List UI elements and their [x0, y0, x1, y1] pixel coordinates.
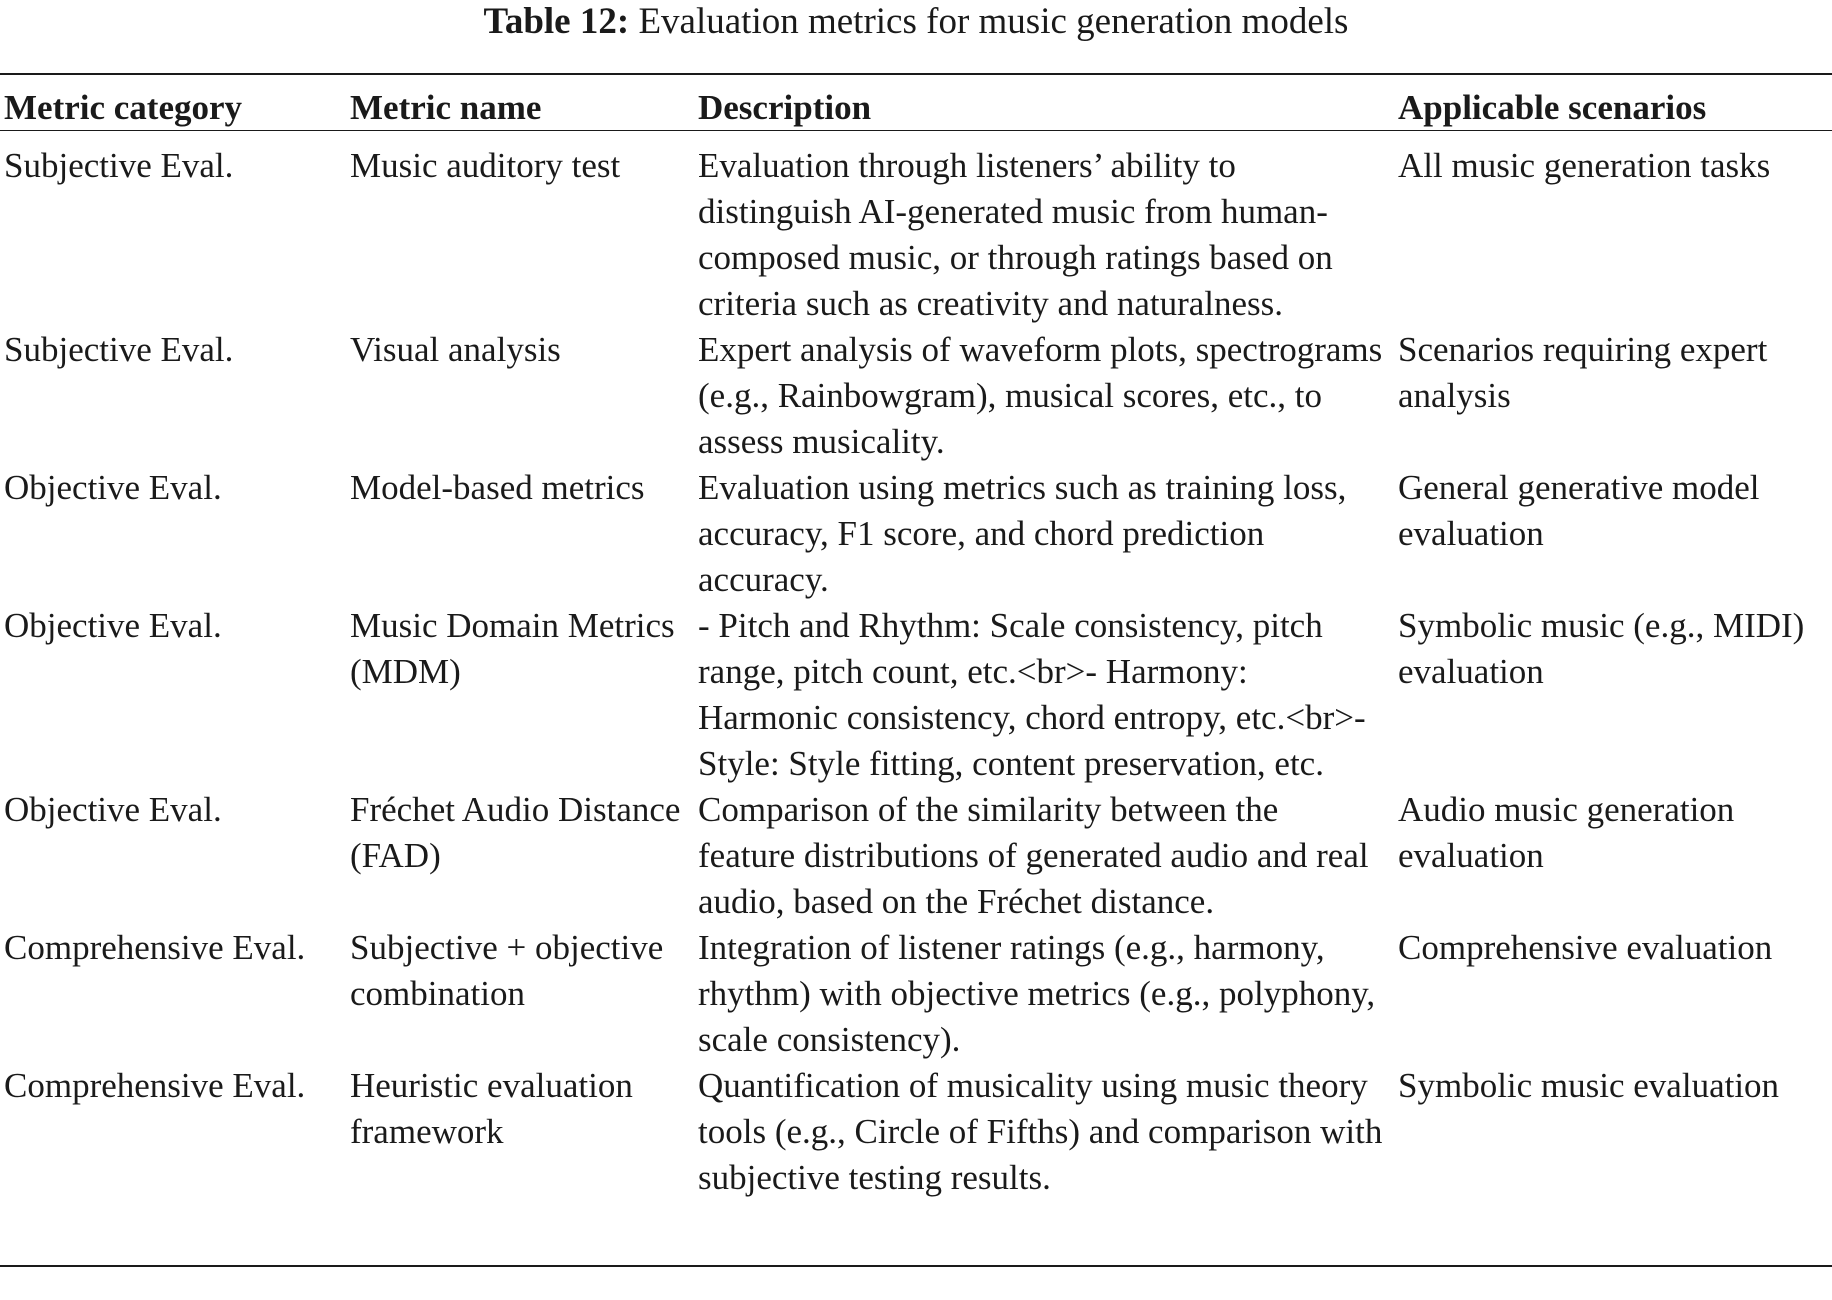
cell-description: Comparison of the similarity between the feature distributions of generated audio and real audio, based on the Fréchet distance. [698, 790, 1369, 921]
cell-category: Objective Eval. [4, 606, 222, 645]
table-row [0, 787, 1832, 925]
cell-scenario: Symbolic music (e.g., MIDI) evaluation [1398, 606, 1805, 691]
cell-name: Subjective + objective combination [350, 928, 664, 1013]
table-caption [0, 0, 1832, 42]
cell-description: - Pitch and Rhythm: Scale consistency, pitch range, pitch count, etc.<br>- Harmony: Harmonic consistency, chord entropy, etc.<br>- Style: Style fitting, content preservation, etc. [698, 606, 1366, 783]
table-row [0, 143, 1832, 327]
table-row [0, 327, 1832, 465]
table-row [0, 465, 1832, 603]
cell-category: Comprehensive Eval. [4, 1066, 306, 1105]
metrics-table [0, 85, 1832, 1201]
cell-category: Subjective Eval. [4, 146, 234, 185]
top-rule [0, 73, 1832, 75]
cell-name: Heuristic evaluation framework [350, 1066, 633, 1151]
cell-name: Music Domain Metrics (MDM) [350, 606, 675, 691]
cell-name: Model-based metrics [350, 468, 645, 507]
table-row [0, 1063, 1832, 1201]
caption-text: Evaluation metrics for music generation models [638, 1, 1349, 42]
header-metric-name: Metric name [350, 88, 542, 127]
cell-category: Subjective Eval. [4, 330, 234, 369]
cell-name: Fréchet Audio Distance (FAD) [350, 790, 681, 875]
cell-category: Comprehensive Eval. [4, 928, 306, 967]
header-metric-category: Metric category [4, 88, 243, 127]
cell-scenario: All music generation tasks [1398, 146, 1771, 185]
cell-description: Evaluation through listeners’ ability to distinguish AI-generated music from human-composed music, or through ratings based on criteria such as creativity and naturalness. [698, 146, 1333, 323]
cell-name: Music auditory test [350, 146, 621, 185]
cell-scenario: Comprehensive evaluation [1398, 928, 1773, 967]
cell-description: Quantification of musicality using music theory tools (e.g., Circle of Fifths) and comparison with subjective testing results. [698, 1066, 1383, 1197]
header-applicable-scenarios: Applicable scenarios [1398, 88, 1707, 127]
cell-description: Integration of listener ratings (e.g., harmony, rhythm) with objective metrics (e.g., polyphony, scale consistency). [698, 928, 1376, 1059]
cell-scenario: General generative model evaluation [1398, 468, 1760, 553]
cell-category: Objective Eval. [4, 790, 222, 829]
cell-category: Objective Eval. [4, 468, 222, 507]
cell-name: Visual analysis [350, 330, 561, 369]
cell-scenario: Symbolic music evaluation [1398, 1066, 1780, 1105]
table-header-row [0, 85, 1832, 143]
caption-label: Table 12: [483, 1, 630, 42]
header-description: Description [698, 88, 872, 127]
cell-description: Evaluation using metrics such as training loss, accuracy, F1 score, and chord prediction accuracy. [698, 468, 1347, 599]
table-row [0, 603, 1832, 787]
bottom-rule [0, 1265, 1832, 1267]
cell-scenario: Scenarios requiring expert analysis [1398, 330, 1768, 415]
table-row [0, 925, 1832, 1063]
cell-description: Expert analysis of waveform plots, spectrograms (e.g., Rainbowgram), musical scores, etc., to assess musicality. [698, 330, 1383, 461]
cell-scenario: Audio music generation evaluation [1398, 790, 1735, 875]
